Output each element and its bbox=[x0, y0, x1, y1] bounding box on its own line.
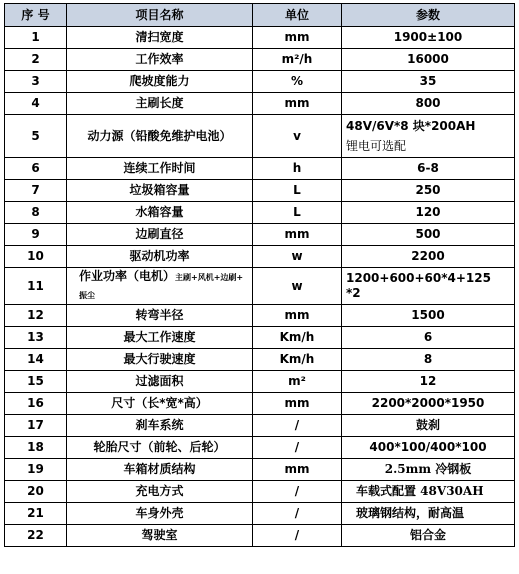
row-name: 车身外壳 bbox=[67, 503, 253, 525]
row-no: 20 bbox=[5, 481, 67, 503]
row-name: 轮胎尺寸（前轮、后轮） bbox=[67, 437, 253, 459]
row-no: 14 bbox=[5, 349, 67, 371]
header-row bbox=[5, 4, 515, 27]
table-row bbox=[5, 349, 515, 371]
row-no: 7 bbox=[5, 180, 67, 202]
row-name-note: 主刷+风机+边刷+ bbox=[175, 273, 244, 282]
row-value: 6-8 bbox=[342, 158, 515, 180]
row-unit: mm bbox=[253, 93, 342, 115]
row-unit: h bbox=[253, 158, 342, 180]
row-unit: mm bbox=[253, 224, 342, 246]
row-name: 清扫宽度 bbox=[67, 27, 253, 49]
row-value-line1: 48V/6V*8 块*200AH bbox=[346, 118, 476, 133]
row-unit: m² bbox=[253, 371, 342, 393]
row-name: 工作效率 bbox=[67, 49, 253, 71]
row-name: 刹车系统 bbox=[67, 415, 253, 437]
header-unit: 单位 bbox=[253, 4, 342, 27]
table-row bbox=[5, 158, 515, 180]
row-value: 250 bbox=[342, 180, 515, 202]
table-row bbox=[5, 268, 515, 305]
row-value-line2: 锂电可选配 bbox=[346, 138, 407, 153]
table-row bbox=[5, 481, 515, 503]
row-value: 35 bbox=[342, 71, 515, 93]
row-unit: / bbox=[253, 525, 342, 547]
row-value-line1: 1200+600+60*4+125 bbox=[346, 271, 491, 285]
row-no: 1 bbox=[5, 27, 67, 49]
row-unit: Km/h bbox=[253, 327, 342, 349]
spec-table bbox=[4, 3, 515, 547]
table-row bbox=[5, 327, 515, 349]
row-name: 主刷长度 bbox=[67, 93, 253, 115]
row-unit: v bbox=[253, 115, 342, 158]
row-name: 车箱材质结构 bbox=[67, 459, 253, 481]
row-no: 18 bbox=[5, 437, 67, 459]
header-no: 序 号 bbox=[5, 4, 67, 27]
row-unit: % bbox=[253, 71, 342, 93]
row-name-main: 作业功率（电机） bbox=[79, 269, 176, 283]
row-no: 9 bbox=[5, 224, 67, 246]
table-row bbox=[5, 246, 515, 268]
row-value: 800 bbox=[342, 93, 515, 115]
table-row bbox=[5, 224, 515, 246]
table-row bbox=[5, 525, 515, 547]
row-unit: Km/h bbox=[253, 349, 342, 371]
row-no: 8 bbox=[5, 202, 67, 224]
row-unit: w bbox=[253, 246, 342, 268]
row-name: 爬坡度能力 bbox=[67, 71, 253, 93]
row-name: 垃圾箱容量 bbox=[67, 180, 253, 202]
row-unit: L bbox=[253, 180, 342, 202]
row-no: 21 bbox=[5, 503, 67, 525]
table-row bbox=[5, 371, 515, 393]
table-row bbox=[5, 180, 515, 202]
row-unit: mm bbox=[253, 393, 342, 415]
table-row bbox=[5, 49, 515, 71]
row-unit: m²/h bbox=[253, 49, 342, 71]
table-row bbox=[5, 71, 515, 93]
table-row bbox=[5, 415, 515, 437]
row-name: 最大行驶速度 bbox=[67, 349, 253, 371]
row-unit: / bbox=[253, 481, 342, 503]
row-value: 6 bbox=[342, 327, 515, 349]
row-no: 16 bbox=[5, 393, 67, 415]
row-no: 2 bbox=[5, 49, 67, 71]
table-row bbox=[5, 202, 515, 224]
row-name bbox=[67, 268, 253, 305]
row-value bbox=[342, 115, 515, 158]
table-row bbox=[5, 305, 515, 327]
row-name: 最大工作速度 bbox=[67, 327, 253, 349]
row-name: 尺寸（长*宽*高） bbox=[67, 393, 253, 415]
row-value-line2: *2 bbox=[346, 286, 361, 300]
row-no: 5 bbox=[5, 115, 67, 158]
row-unit: / bbox=[253, 415, 342, 437]
row-unit: L bbox=[253, 202, 342, 224]
row-no: 13 bbox=[5, 327, 67, 349]
row-unit: mm bbox=[253, 305, 342, 327]
row-no: 11 bbox=[5, 268, 67, 305]
row-name: 连续工作时间 bbox=[67, 158, 253, 180]
row-value: 16000 bbox=[342, 49, 515, 71]
row-value: 1900±100 bbox=[342, 27, 515, 49]
row-name: 水箱容量 bbox=[67, 202, 253, 224]
row-unit: mm bbox=[253, 459, 342, 481]
row-unit: w bbox=[253, 268, 342, 305]
row-value bbox=[342, 268, 515, 305]
table-row bbox=[5, 393, 515, 415]
row-value: 8 bbox=[342, 349, 515, 371]
row-unit: / bbox=[253, 437, 342, 459]
row-name: 驱动机功率 bbox=[67, 246, 253, 268]
row-value: 玻璃钢结构，耐高温 bbox=[342, 503, 515, 525]
row-value: 鼓刹 bbox=[342, 415, 515, 437]
header-value: 参数 bbox=[342, 4, 515, 27]
row-value: 12 bbox=[342, 371, 515, 393]
row-no: 19 bbox=[5, 459, 67, 481]
row-value: 400*100/400*100 bbox=[342, 437, 515, 459]
row-value: 1500 bbox=[342, 305, 515, 327]
table-row bbox=[5, 437, 515, 459]
row-no: 4 bbox=[5, 93, 67, 115]
row-name: 边刷直径 bbox=[67, 224, 253, 246]
row-no: 12 bbox=[5, 305, 67, 327]
row-name: 充电方式 bbox=[67, 481, 253, 503]
row-unit: / bbox=[253, 503, 342, 525]
row-name: 动力源（铅酸免维护电池） bbox=[67, 115, 253, 158]
table-row bbox=[5, 115, 515, 158]
row-value: 铝合金 bbox=[342, 525, 515, 547]
table-row bbox=[5, 459, 515, 481]
row-no: 10 bbox=[5, 246, 67, 268]
row-no: 22 bbox=[5, 525, 67, 547]
row-no: 15 bbox=[5, 371, 67, 393]
row-unit: mm bbox=[253, 27, 342, 49]
row-value: 2.5mm 冷钢板 bbox=[342, 459, 515, 481]
row-value: 2200 bbox=[342, 246, 515, 268]
row-no: 3 bbox=[5, 71, 67, 93]
row-name: 驾驶室 bbox=[67, 525, 253, 547]
row-name-note-2: 振尘 bbox=[79, 291, 95, 300]
table-row bbox=[5, 93, 515, 115]
row-value: 120 bbox=[342, 202, 515, 224]
row-no: 6 bbox=[5, 158, 67, 180]
row-no: 17 bbox=[5, 415, 67, 437]
table-row bbox=[5, 27, 515, 49]
header-name: 项目名称 bbox=[67, 4, 253, 27]
row-value: 车载式配置 48V30AH bbox=[342, 481, 515, 503]
row-name: 转弯半径 bbox=[67, 305, 253, 327]
row-name: 过滤面积 bbox=[67, 371, 253, 393]
row-value: 500 bbox=[342, 224, 515, 246]
row-value: 2200*2000*1950 bbox=[342, 393, 515, 415]
table-row bbox=[5, 503, 515, 525]
